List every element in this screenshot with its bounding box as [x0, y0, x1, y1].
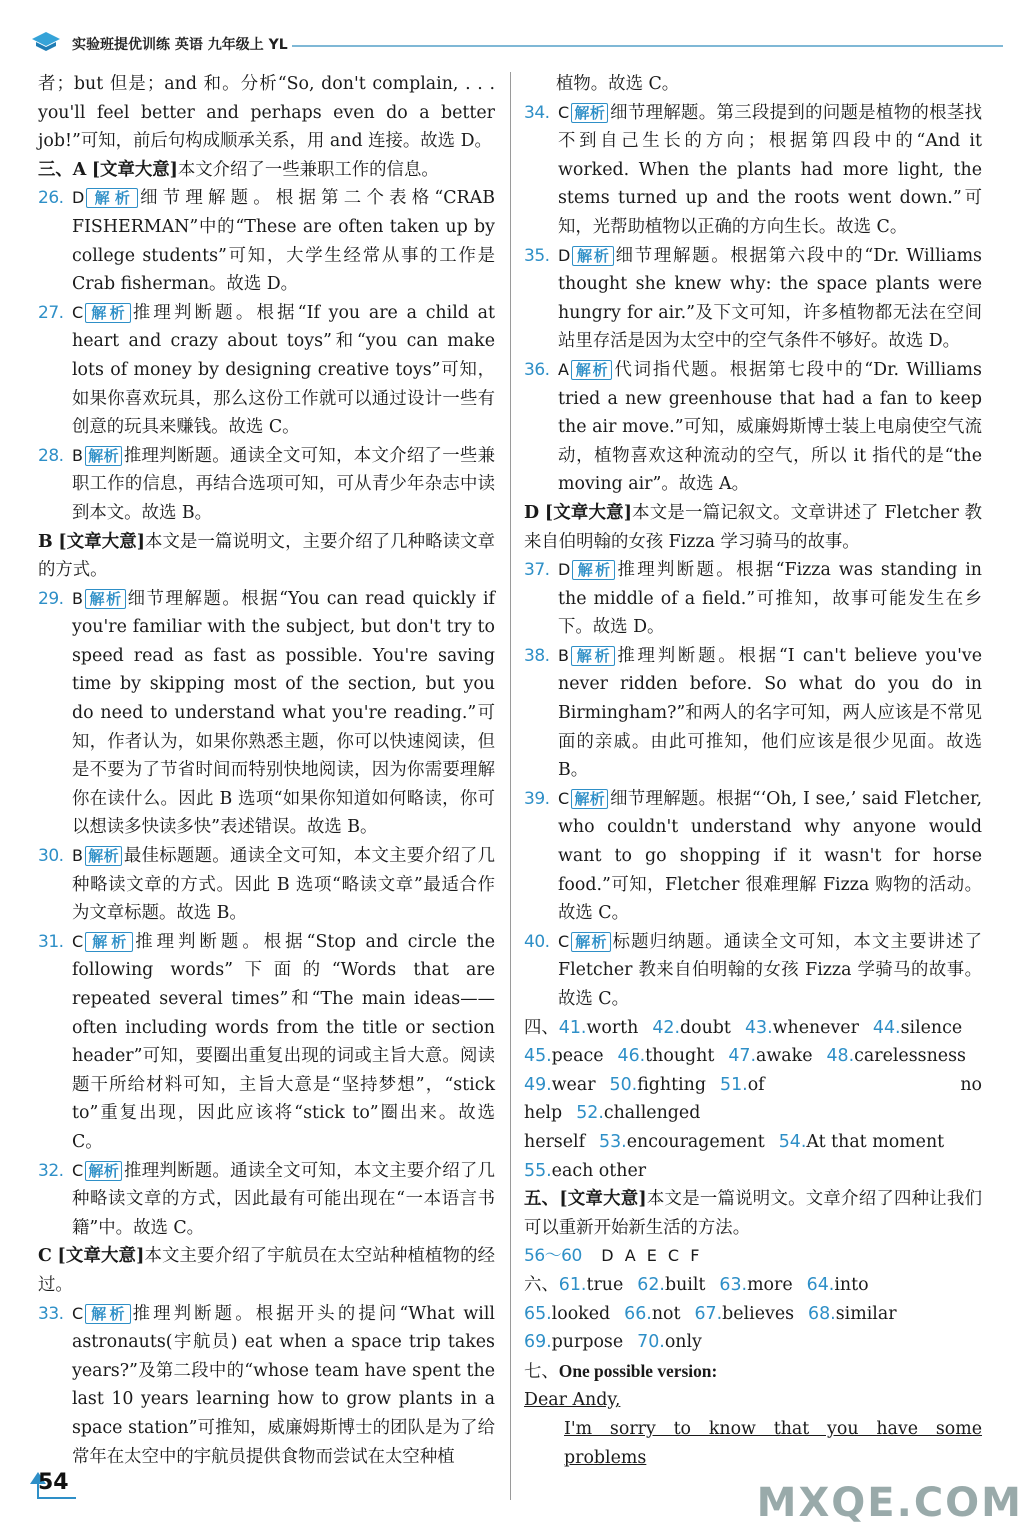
question-number: 67. [694, 1303, 723, 1324]
analysis-tag: 解析 [571, 789, 608, 809]
question-number: 40. [524, 931, 550, 952]
word-answer: peace [551, 1046, 604, 1067]
word-answer-row [524, 1328, 982, 1357]
explanation-text: 最佳标题题。通读全文可知，本文主要介绍了几种略读文章的方式。因此 B 选项“略读文章”最适合作为文章标题。故选 B。 [72, 846, 495, 924]
word-answer: worth [586, 1017, 639, 1038]
question-number: 29. [38, 588, 64, 609]
word-answer: doubt [680, 1017, 731, 1038]
question-number: 27. [38, 302, 64, 323]
letter-line: I'm sorry to know that you have some problems [564, 1418, 982, 1468]
word-answer: thought [645, 1046, 715, 1067]
answer-item [38, 842, 495, 928]
word-answer: believes [722, 1303, 795, 1324]
question-number: 30. [38, 846, 64, 867]
answer-list [524, 556, 982, 1014]
word-answers-section-6 [524, 1271, 982, 1357]
answer-item [38, 585, 495, 842]
question-number: 41. [558, 1017, 587, 1038]
explanation-text: 推理判断题。通读全文可知，本文主要介绍了几种略读文章的方式，因此最有可能出现在“一本语言书籍”中。故选 C。 [72, 1160, 495, 1238]
question-number: 45. [524, 1046, 552, 1067]
explanation-text: 代词指代题。根据第七段中的“Dr. Williams tried a new greenhouse that had a fan to keep the air move.”可知，威廉姆斯博士装上电扇使空气流动，植物喜欢这种流动的空气，所以 it 指代的是“the moving air”。故选 A。 [558, 359, 982, 495]
explanation-text: 推理判断题。根据“I can't believe you've never ridden before. So what do you do in Birmingham?”和两人的名字可知，两人应该是不常见面的亲戚。由此可推知，他们应该是很少见面。故选 B。 [558, 645, 982, 781]
choice-answers: 56～60 D A E C F [524, 1246, 703, 1267]
question-number: 32. [38, 1160, 64, 1181]
question-number: 43. [744, 1017, 773, 1038]
word-answer: similar [835, 1303, 897, 1324]
question-number: 46. [617, 1046, 646, 1067]
answer-item [524, 928, 982, 1014]
word-answer: carelessness [854, 1046, 966, 1067]
question-number: 65. [524, 1303, 552, 1324]
question-number: 38. [524, 645, 550, 666]
question-number: 70. [637, 1332, 665, 1353]
explanation-text: 细节理解题。根据第六段中的“Dr. Williams thought she knew why: the space plants were hungry for air.”及下文可知，许多植物都无法在空间站里存活是因为太空中的空气条件不够好。故选 D。 [558, 245, 982, 352]
word-answer-row [524, 1042, 982, 1071]
question-number: 68. [808, 1303, 836, 1324]
summary-tag: 文章大意 [66, 531, 137, 552]
column-divider [510, 72, 511, 1500]
word-answer: true [586, 1274, 624, 1295]
word-answer: looked [551, 1303, 611, 1324]
summary-tag: 文章大意 [100, 159, 170, 180]
question-number: 61. [558, 1274, 587, 1295]
question-number: 64. [806, 1274, 835, 1295]
summary-tag: 文章大意 [567, 1189, 639, 1210]
question-number: 62. [637, 1274, 665, 1295]
paragraph: 者；but 但是；and 和。分析“So, don't complain, . . . you'll feel better and perhaps even do a better job!”可知，前后句构成顺承关系，用 and 连接。故选 D。 [38, 74, 495, 152]
book-title: 实验班提优训练 英语 九年级上 YL [72, 37, 288, 53]
analysis-tag: 解析 [85, 1304, 130, 1324]
answer-item [38, 928, 495, 1157]
answer-item [524, 556, 982, 642]
word-answer: whenever [772, 1017, 859, 1038]
header-rule [292, 45, 1003, 47]
explanation-text: 推理判断题。根据开头的提问“What will astronauts(宇航员) eat when a space trip takes years?”及第二段中的“whose team have spent the last 10 years learning how to grow plants in a space station”可推知，威廉姆斯博士的团队是为了给常年在太空中的宇航员提供食物而尝试在太空种植 [72, 1303, 495, 1467]
word-answer-row [524, 1271, 982, 1300]
word-answer: silence [900, 1017, 963, 1038]
question-number: 44. [872, 1017, 901, 1038]
explanation-text: 细节理解题。根据第二个表格“CRAB FISHERMAN”中的“These are often taken up by college students”可知，大学生经常从事的工作是 Crab fisherman。故选 D。 [72, 188, 495, 295]
question-number: 33. [38, 1303, 64, 1324]
answer-list [38, 1300, 495, 1472]
word-answer-row [524, 1014, 982, 1043]
question-number: 31. [38, 931, 64, 952]
answer-letter: B [558, 645, 569, 665]
answer-letter: B [72, 588, 83, 608]
question-number: 28. [38, 445, 64, 466]
analysis-tag: 解析 [85, 846, 122, 866]
letter-greeting: Dear Andy, [524, 1390, 621, 1411]
answer-letter: C [558, 102, 570, 122]
answer-list [38, 585, 495, 1243]
word-answer: purpose [551, 1332, 624, 1353]
question-number: 42. [652, 1017, 680, 1038]
word-answer: herself [524, 1131, 586, 1152]
question-number: 51. [720, 1074, 748, 1095]
answer-letter: C [72, 1303, 84, 1323]
section-summary: 三、A [文章大意]本文介绍了一些兼职工作的信息。 [38, 159, 439, 180]
answer-letter: D [558, 245, 571, 265]
answer-item [38, 442, 495, 528]
answer-list [524, 99, 982, 499]
word-answer: fighting [637, 1074, 707, 1095]
answer-item [38, 184, 495, 298]
question-number: 53. [599, 1131, 627, 1152]
analysis-tag: 解析 [572, 246, 613, 266]
answer-letter: B [72, 445, 83, 465]
question-number: 48. [826, 1046, 855, 1067]
summary-tag: 文章大意 [553, 502, 624, 523]
answer-item [38, 299, 495, 442]
analysis-tag: 解析 [571, 932, 610, 952]
question-number: 50. [609, 1074, 638, 1095]
answer-letter: C [72, 302, 84, 322]
analysis-tag: 解析 [85, 932, 133, 952]
word-answer-row [524, 1300, 982, 1329]
answer-item [524, 356, 982, 499]
word-answer: more [747, 1274, 793, 1295]
page-number: 54 [38, 1470, 69, 1495]
question-number: 26. [38, 188, 64, 209]
question-number: 34. [524, 102, 550, 123]
left-column [38, 70, 495, 1471]
explanation-text: 推理判断题。根据“If you are a child at heart and crazy about toys”和“you can make lots of money by designing creative toys”可知，如果你喜欢玩具，那么这份工作就可以通过设计一些有创意的玩具来赚钱。故选 C。 [72, 302, 495, 438]
question-number: 35. [524, 245, 550, 266]
page-header [0, 0, 1033, 60]
question-number: 55. [524, 1160, 552, 1181]
answer-letter: D [558, 560, 571, 580]
question-number: 54. [778, 1131, 807, 1152]
answer-item [524, 242, 982, 356]
section-summary: B [文章大意]本文是一篇说明文，主要介绍了几种略读文章的方式。 [38, 531, 495, 581]
explanation-text: 推理判断题。根据“Fizza was standing in the middle of a field.”可推知，故事可能发生在乡下。故选 D。 [558, 560, 982, 638]
writing-header: 七、One possible version: [524, 1360, 718, 1382]
analysis-tag: 解析 [571, 646, 615, 666]
explanation-text: 推理判断题。根据“Stop and circle the following words”下面的“Words that are repeated several times”和“The main ideas——often including words from the title or section header”可知，要圈出重复出现的词或主旨大意。阅读题干所给材料可知，主旨大意是“坚持梦想”，“stick to”重复出现，因此应该将“stick to”圈出来。故选 C。 [72, 931, 495, 1152]
watermark: MXQE.COM [756, 1480, 1023, 1526]
right-column [524, 70, 982, 1472]
section-prefix: 六、 [524, 1274, 559, 1295]
question-number: 47. [728, 1046, 757, 1067]
book-logo-icon [30, 30, 62, 52]
section-summary: D [文章大意]本文是一篇记叙文。文章讲述了 Fletcher 教来自伯明翰的女孩 Fizza 学习骑马的故事。 [524, 502, 982, 552]
explanation-text: 细节理解题。根据“You can read quickly if you're familiar with the subject, but don't try to speed read as fast as possible. You're saving time by skipping most of the section, but you do need to understand what you're reading.”可知，作者认为，如果你熟悉主题，你可以快速阅读，但是不要为了节省时间而特别快地阅读，因为你需要理解你在读什么。因此 B 选项“如果你知道如何略读，你可以想读多快读多快”表述错误。故选 B。 [72, 588, 495, 838]
section-prefix: 四、 [524, 1017, 559, 1038]
answer-item [524, 642, 982, 785]
answer-item [38, 1157, 495, 1243]
word-answer: At that moment [806, 1131, 945, 1152]
question-number: 49. [524, 1074, 552, 1095]
answer-letter: C [558, 931, 570, 951]
word-answer: each other [551, 1160, 647, 1181]
answer-letter: B [72, 846, 83, 866]
analysis-tag: 解析 [85, 303, 131, 323]
answer-letter: C [72, 931, 84, 951]
analysis-tag: 解析 [85, 589, 126, 609]
answer-letter: C [558, 788, 570, 808]
word-answer-row [524, 1128, 982, 1157]
word-answer: challenged [603, 1103, 701, 1124]
explanation-text: 细节理解题。根据“‘Oh, I see,’ said Fletcher, who couldn't understand why anyone would want to go shopping if it wasn't for horse food.”可知，Fletcher 很难理解 Fizza 购物的活动。故选 C。 [558, 788, 982, 924]
word-answer-row [524, 1071, 982, 1128]
answer-letter: A [558, 359, 569, 379]
word-answer: only [664, 1332, 702, 1353]
paragraph: 植物。故选 C。 [556, 74, 680, 94]
word-answer: awake [756, 1046, 813, 1067]
question-number: 39. [524, 788, 550, 809]
word-answer: wear [551, 1074, 596, 1095]
analysis-tag: 解析 [571, 360, 612, 380]
word-answer: built [664, 1274, 706, 1295]
word-answer: into [834, 1274, 869, 1295]
explanation-text: 细节理解题。第三段提到的问题是植物的根茎找不到自己生长的方向；根据第四段中的“And it worked. When the plants had more light, the stems turned up and the roots went down.”可知，光帮助植物以正确的方向生长。故选 C。 [558, 102, 982, 237]
question-number: 37. [524, 560, 550, 581]
analysis-tag: 解析 [85, 1161, 122, 1181]
explanation-text: 推理判断题。通读全文可知，本文介绍了一些兼职工作的信息，再结合选项可知，可从青少年杂志中读到本文。故选 B。 [72, 445, 495, 523]
question-number: 63. [719, 1274, 748, 1295]
answer-letter: C [72, 1160, 84, 1180]
question-number: 69. [524, 1332, 552, 1353]
word-answer-row [524, 1157, 982, 1186]
section-summary: 五、[文章大意]本文是一篇说明文。文章介绍了四种让我们可以重新开始新生活的方法。 [524, 1189, 982, 1238]
question-number: 36. [524, 359, 550, 380]
answer-item [38, 1300, 495, 1472]
word-answer: encouragement [626, 1131, 765, 1152]
answer-letter: D [72, 188, 85, 208]
word-answer: of no help [524, 1074, 982, 1124]
summary-tag: 文章大意 [65, 1246, 137, 1267]
analysis-tag: 解析 [571, 103, 608, 123]
explanation-text: 标题归纳题。通读全文可知，本文主要讲述了 Fletcher 教来自伯明翰的女孩 Fizza 学骑马的故事。故选 C。 [558, 931, 982, 1009]
answer-item [524, 785, 982, 928]
analysis-tag: 解析 [85, 446, 122, 466]
answer-item [524, 99, 982, 242]
analysis-tag: 解析 [572, 560, 615, 580]
analysis-tag: 解析 [86, 188, 138, 208]
word-answers-section-4 [524, 1014, 982, 1186]
section-summary: C [文章大意]本文主要介绍了宇航员在太空站种植植物的经过。 [38, 1246, 495, 1295]
word-answer: not [651, 1303, 681, 1324]
question-number: 66. [624, 1303, 652, 1324]
answer-list [38, 184, 495, 527]
question-number: 52. [576, 1103, 604, 1124]
